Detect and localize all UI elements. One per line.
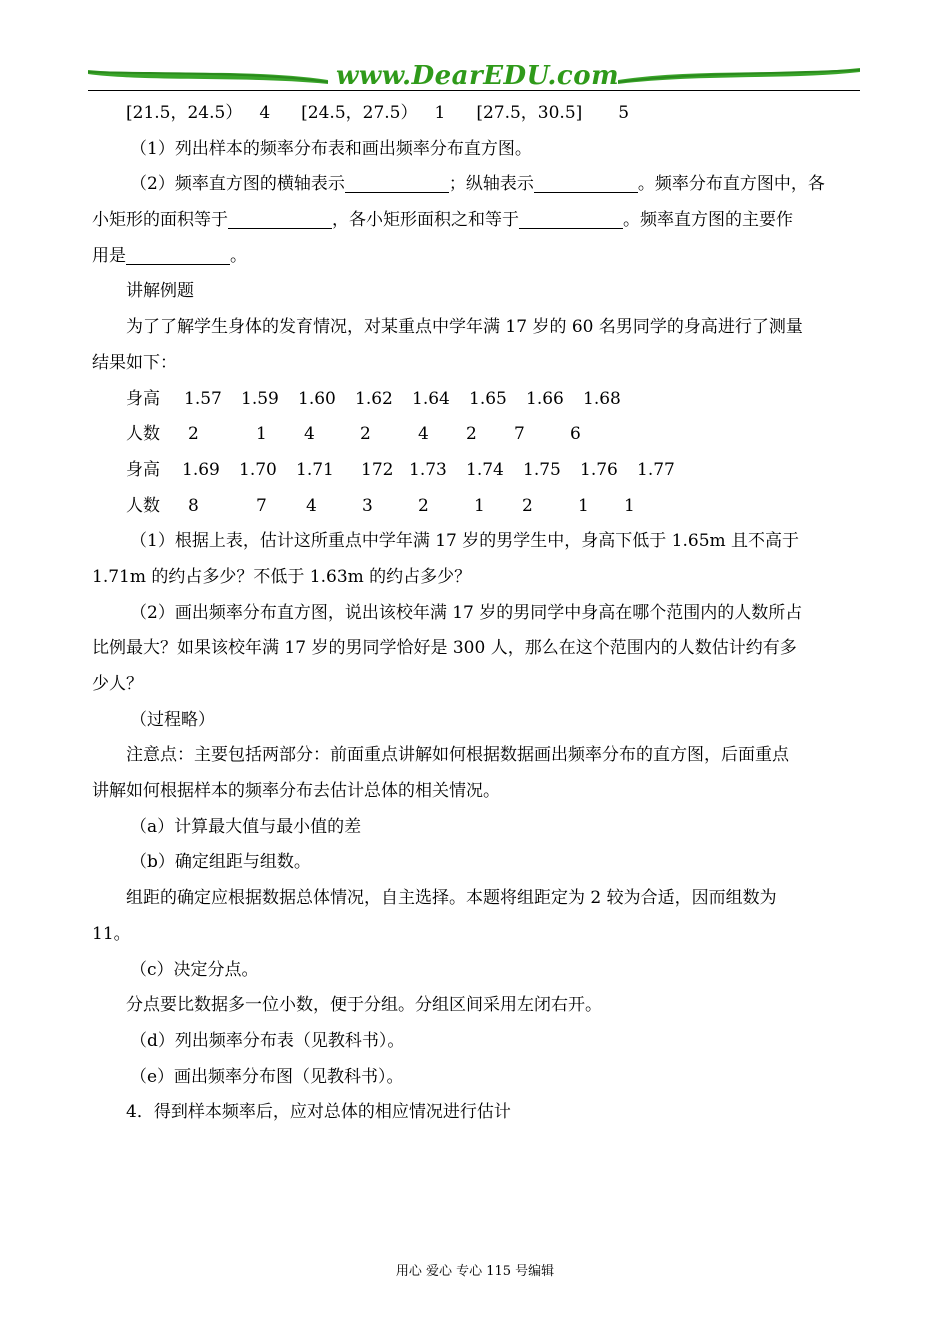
q2-text-h: 。 — [230, 245, 247, 266]
table-cell: 2 — [418, 495, 429, 516]
table-cell: 1.73 — [409, 459, 447, 480]
row-label: 人数 — [126, 424, 160, 445]
interval-c: [27.5，30.5] — [476, 103, 583, 123]
fill-blank — [534, 172, 638, 193]
sub-question-2-cont: 少人？ — [92, 674, 143, 694]
fill-blank — [126, 244, 230, 265]
question-2-line-3 — [92, 239, 860, 275]
site-logo-text[interactable]: www.DearEDU.com — [336, 61, 620, 91]
note-paragraph-cont: 讲解如何根据样本的频率分布去估计总体的相关情况。 — [92, 781, 500, 802]
table-cell: 1.70 — [239, 459, 277, 480]
sub-question-2-cont: 比例最大？如果该校年满 17 岁的男同学恰好是 300 人，那么在这个范围内的人数估计约有多 — [92, 638, 797, 659]
q2-text-g: 用是 — [92, 245, 126, 266]
process-note: （过程略） — [130, 709, 215, 730]
fill-blank — [519, 208, 623, 229]
row-label: 身高 — [126, 459, 160, 480]
interval-c-count: 5 — [618, 103, 630, 123]
table-cell: 1.71 — [296, 459, 334, 480]
table-cell: 1 — [474, 495, 485, 516]
table-row — [92, 417, 860, 453]
step-e: （e）画出频率分布图（见教科书）。 — [130, 1066, 404, 1087]
step-a: （a）计算最大值与最小值的差 — [130, 816, 362, 837]
table-cell: 1.68 — [583, 388, 621, 409]
step-c: （c）决定分点。 — [130, 959, 259, 980]
table-cell: 1.74 — [466, 459, 504, 480]
table-cell: 2 — [188, 424, 199, 445]
sub-question-2: （2）画出频率分布直方图，说出该校年满 17 岁的男同学中身高在哪个范围内的人数所占 — [130, 602, 803, 623]
fill-blank — [228, 208, 332, 229]
q2-text-a: （2）频率直方图的横轴表示 — [130, 174, 345, 195]
table-cell: 1.59 — [241, 388, 279, 409]
table-cell: 4 — [418, 424, 429, 445]
table-cell: 1 — [256, 424, 267, 445]
interval-line — [92, 96, 860, 132]
table-cell: 8 — [188, 495, 199, 516]
step-d: （d）列出频率分布表（见教科书）。 — [130, 1030, 405, 1051]
interval-a-count: 4 — [259, 103, 271, 123]
table-cell: 4 — [304, 424, 315, 445]
table-cell: 6 — [570, 424, 581, 445]
question-1: （1）列出样本的频率分布表和画出频率分布直方图。 — [130, 138, 532, 159]
problem-text: 为了了解学生身体的发育情况，对某重点中学年满 17 岁的 60 名男同学的身高进行了测量 — [126, 317, 803, 338]
row-label: 人数 — [126, 495, 160, 516]
table-row — [92, 382, 860, 418]
table-cell: 2 — [466, 424, 477, 445]
problem-text: 结果如下： — [92, 352, 177, 373]
interval-b-count: 1 — [434, 103, 446, 123]
table-row — [92, 453, 860, 489]
table-cell: 1.57 — [184, 388, 222, 409]
q2-text-e: ，各小矩形面积之和等于 — [332, 210, 519, 231]
point-4: 4．得到样本频率后，应对总体的相应情况进行估计 — [126, 1102, 511, 1123]
table-cell: 4 — [306, 495, 317, 516]
table-cell: 1.66 — [526, 388, 564, 409]
table-cell: 1 — [624, 495, 635, 516]
sub-question-1-cont: 1.71m 的约占多少？不低于 1.63m 的约占多少？ — [92, 566, 472, 587]
question-2-line-2 — [92, 203, 860, 239]
row-label: 身高 — [126, 388, 160, 409]
group-paragraph: 组距的确定应根据数据总体情况，自主选择。本题将组距定为 2 较为合适，因而组数为 — [126, 888, 777, 909]
group-paragraph-cont: 11。 — [92, 923, 131, 944]
note-paragraph: 注意点：主要包括两部分：前面重点讲解如何根据数据画出频率分布的直方图，后面重点 — [126, 745, 789, 766]
table-cell: 1.60 — [298, 388, 336, 409]
table-cell: 2 — [360, 424, 371, 445]
table-cell: 7 — [256, 495, 267, 516]
table-cell: 3 — [362, 495, 373, 516]
table-cell: 1.65 — [469, 388, 507, 409]
fill-blank — [345, 172, 449, 193]
q2-text-d: 小矩形的面积等于 — [92, 210, 228, 231]
table-cell: 172 — [361, 459, 394, 480]
q2-text-f: 。频率直方图的主要作 — [623, 210, 793, 231]
table-cell: 1 — [578, 495, 589, 516]
split-paragraph: 分点要比数据多一位小数，便于分组。分组区间采用左闭右开。 — [126, 995, 602, 1016]
table-cell: 2 — [522, 495, 533, 516]
example-heading: 讲解例题 — [126, 281, 194, 302]
table-cell: 1.75 — [523, 459, 561, 480]
question-2-line-1 — [92, 167, 860, 203]
step-b: （b）确定组距与组数。 — [130, 852, 311, 873]
table-row — [92, 489, 860, 525]
table-cell: 7 — [514, 424, 525, 445]
header-divider — [88, 90, 860, 91]
q2-text-b: ；纵轴表示 — [448, 174, 534, 195]
interval-b: [24.5，27.5） — [301, 103, 418, 123]
sub-question-1: （1）根据上表，估计这所重点中学年满 17 岁的男学生中，身高下低于 1.65m 且不高于 — [130, 531, 800, 552]
interval-a: [21.5，24.5） — [126, 103, 243, 123]
table-cell: 1.76 — [580, 459, 618, 480]
table-cell: 1.64 — [412, 388, 450, 409]
document-body — [92, 96, 860, 1131]
page-footer: 用心 爱心 专心 115 号编辑 — [395, 1264, 555, 1279]
q2-text-c: 。频率分布直方图中，各 — [637, 174, 825, 195]
table-cell: 1.77 — [637, 459, 675, 480]
table-cell: 1.69 — [182, 459, 220, 480]
table-cell: 1.62 — [355, 388, 393, 409]
